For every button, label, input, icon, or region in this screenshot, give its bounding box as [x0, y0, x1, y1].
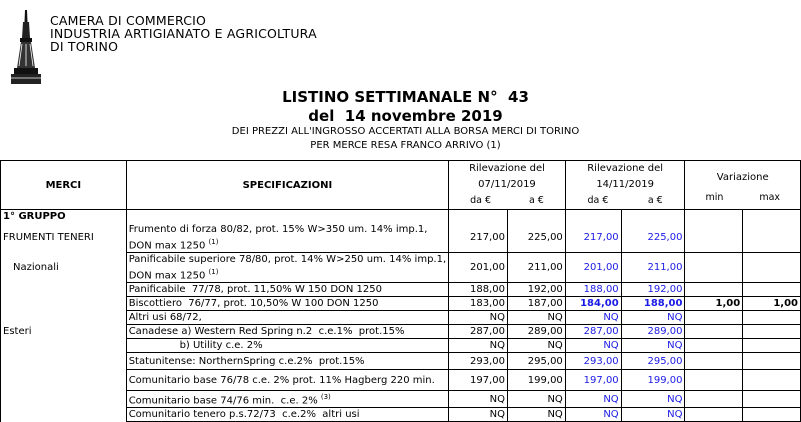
merce-cell: [1, 353, 127, 370]
prev-a-cell: 192,00: [507, 283, 565, 297]
curr-da-cell: NQ: [565, 408, 621, 422]
spec-cell: [126, 252, 448, 282]
prev-a-cell: NQ: [507, 311, 565, 325]
curr-da-cell: NQ: [565, 311, 621, 325]
merce-cell: [1, 370, 127, 391]
var-min-cell: [685, 325, 743, 339]
prev-da-cell: NQ: [449, 339, 508, 353]
listino-date: del 14 novembre 2019: [308, 107, 503, 125]
merce-cell: [1, 408, 127, 422]
var-max-cell: [743, 252, 801, 282]
spec-text: Frumento di forza 80/82, prot. 15% W>350 um. 14% imp.1,: [128, 223, 428, 235]
var-min-cell: [685, 311, 743, 325]
curr-a-cell: 289,00: [621, 325, 685, 339]
prev-a-cell: NQ: [507, 408, 565, 422]
note-ref: (1): [208, 237, 219, 246]
curr-a-cell: 199,00: [621, 370, 685, 391]
curr-da-cell: 184,00: [565, 297, 621, 311]
var-max-cell: [743, 391, 801, 408]
prev-da-cell: 293,00: [449, 353, 508, 370]
listino-subtitle-1: DEI PREZZI ALL'INGROSSO ACCERTATI ALLA BORSA MERCI DI TORINO: [231, 126, 580, 137]
prev-a-cell: 199,00: [507, 370, 565, 391]
header-specificazioni: SPECIFICAZIONI: [126, 161, 448, 210]
spec-text-2: DON max 1250: [128, 239, 209, 251]
curr-da-cell: NQ: [565, 391, 621, 408]
spec-text: Comunitario tenero p.s.72/73 c.e.2% altri usi: [128, 409, 360, 421]
spec-text: Panificabile 77/78, prot. 11,50% W 150 DON 1250: [128, 284, 382, 296]
prev-a-cell: 211,00: [507, 252, 565, 282]
var-max-cell: [743, 311, 801, 325]
var-max-cell: [743, 370, 801, 391]
curr-da-cell: 293,00: [565, 353, 621, 370]
merce-cell: [1, 311, 127, 325]
variazione-min: min: [705, 192, 724, 203]
spec-text: Panificabile superiore 78/80, prot. 14% W>250 um. 14% imp.1,: [128, 253, 447, 265]
listino-title: LISTINO SETTIMANALE N° 43: [282, 88, 529, 106]
spec-text: Canadese a) Western Red Spring n.2 c.e.1% prot.15%: [128, 326, 405, 338]
curr-a-cell: 188,00: [621, 297, 685, 311]
price-table: [0, 160, 801, 422]
table-row: [1, 339, 801, 353]
spec-text: Altri usi 68/72,: [128, 312, 202, 324]
prev-da-cell: 188,00: [449, 283, 508, 297]
prev-a-cell: 289,00: [507, 325, 565, 339]
spec-cell: [126, 297, 448, 311]
curr-a-cell: NQ: [621, 311, 685, 325]
prev-da-cell: 217,00: [449, 223, 508, 253]
table-row: [1, 252, 801, 282]
prev-da-cell: NQ: [449, 391, 508, 408]
prev-da-cell: 201,00: [449, 252, 508, 282]
rilevazione-2-da: da €: [587, 195, 609, 206]
var-min-cell: [685, 408, 743, 422]
curr-a-cell: NQ: [621, 339, 685, 353]
prev-da-cell: 183,00: [449, 297, 508, 311]
spec-cell: [126, 370, 448, 391]
curr-da-cell: NQ: [565, 339, 621, 353]
curr-a-cell: 295,00: [621, 353, 685, 370]
var-min-cell: [685, 353, 743, 370]
merce-cell: [1, 283, 127, 297]
curr-da-cell: 197,00: [565, 370, 621, 391]
group-label: 1° GRUPPO: [1, 210, 127, 223]
mole-antonelliana-logo: [8, 8, 44, 88]
table-row: [1, 297, 801, 311]
prev-a-cell: 295,00: [507, 353, 565, 370]
var-max-cell: [743, 353, 801, 370]
var-min-cell: 1,00: [685, 297, 743, 311]
prev-da-cell: NQ: [449, 408, 508, 422]
rilevazione-1-a: a €: [528, 195, 544, 206]
merce-cell: [1, 391, 127, 408]
curr-da-cell: 287,00: [565, 325, 621, 339]
variazione-max: max: [759, 192, 781, 203]
spec-text: Comunitario base 76/78 c.e. 2% prot. 11% Hagberg 220 min.: [128, 374, 435, 386]
rilevazione-1-da: da €: [470, 195, 492, 206]
curr-a-cell: NQ: [621, 391, 685, 408]
merce-cell: [1, 339, 127, 353]
var-min-cell: [685, 283, 743, 297]
header-merci: MERCI: [1, 161, 127, 210]
rilevazione-2-label: Rilevazione del: [587, 163, 664, 174]
curr-a-cell: 211,00: [621, 252, 685, 282]
merce-cell: Esteri: [1, 325, 127, 339]
note-ref: (3): [320, 393, 331, 402]
listino-subtitle-2: PER MERCE RESA FRANCO ARRIVO (1): [310, 140, 501, 151]
header-variazione: [685, 161, 801, 210]
curr-a-cell: NQ: [621, 408, 685, 422]
curr-a-cell: 225,00: [621, 223, 685, 253]
spec-cell: [126, 311, 448, 325]
var-min-cell: [685, 370, 743, 391]
spec-text-2: DON max 1250: [128, 270, 209, 282]
table-row: [1, 391, 801, 408]
header-rilevazione-1: [449, 161, 566, 210]
spec-cell: [126, 408, 448, 422]
rilevazione-1-label: Rilevazione del: [469, 163, 545, 174]
prev-a-cell: 187,00: [507, 297, 565, 311]
spec-cell: [126, 391, 448, 408]
spec-cell: [126, 353, 448, 370]
table-row: [1, 325, 801, 339]
spec-text: Biscottiero 76/77, prot. 10,50% W 100 DON 1250: [128, 298, 379, 310]
prev-da-cell: 197,00: [449, 370, 508, 391]
curr-da-cell: 201,00: [565, 252, 621, 282]
prev-a-cell: 225,00: [507, 223, 565, 253]
merce-cell: Nazionali: [1, 252, 127, 282]
var-min-cell: [685, 391, 743, 408]
rilevazione-2-date: 14/11/2019: [596, 179, 654, 190]
var-max-cell: [743, 408, 801, 422]
var-max-cell: [743, 283, 801, 297]
table-row: [1, 370, 801, 391]
var-min-cell: [685, 252, 743, 282]
spec-cell: [126, 223, 448, 253]
header-rilevazione-2: [565, 161, 685, 210]
var-min-cell: [685, 339, 743, 353]
variazione-label: Variazione: [716, 172, 769, 183]
curr-da-cell: 217,00: [565, 223, 621, 253]
var-min-cell: [685, 223, 743, 253]
merce-cell: [1, 297, 127, 311]
spec-text: b) Utility c.e. 2%: [128, 340, 263, 352]
prev-da-cell: NQ: [449, 311, 508, 325]
spec-cell: [126, 325, 448, 339]
curr-da-cell: 188,00: [565, 283, 621, 297]
rilevazione-1-date: 07/11/2019: [478, 179, 536, 190]
prev-a-cell: NQ: [507, 391, 565, 408]
chamber-line-3: DI TORINO: [50, 39, 119, 54]
prev-da-cell: 287,00: [449, 325, 508, 339]
var-max-cell: [743, 223, 801, 253]
prev-a-cell: NQ: [507, 339, 565, 353]
spec-text: Statunitense: NorthernSpring c.e.2% prot.15%: [128, 355, 365, 367]
table-row: [1, 311, 801, 325]
var-max-cell: [743, 339, 801, 353]
var-max-cell: [743, 325, 801, 339]
merce-cell: FRUMENTI TENERI: [1, 223, 127, 253]
note-ref: (1): [208, 267, 219, 276]
var-max-cell: 1,00: [743, 297, 801, 311]
curr-a-cell: 192,00: [621, 283, 685, 297]
spec-cell: [126, 283, 448, 297]
chamber-line-2: INDUSTRIA ARTIGIANATO E AGRICOLTURA: [50, 26, 317, 41]
table-row: [1, 353, 801, 370]
chamber-name: [50, 14, 317, 53]
table-row: [1, 408, 801, 422]
spec-text: Comunitario base 74/76 min. c.e. 2%: [128, 395, 321, 407]
table-row: [1, 223, 801, 253]
rilevazione-2-a: a €: [647, 195, 663, 206]
spec-cell: [126, 339, 448, 353]
table-row: [1, 283, 801, 297]
chamber-line-1: CAMERA DI COMMERCIO: [50, 13, 207, 28]
